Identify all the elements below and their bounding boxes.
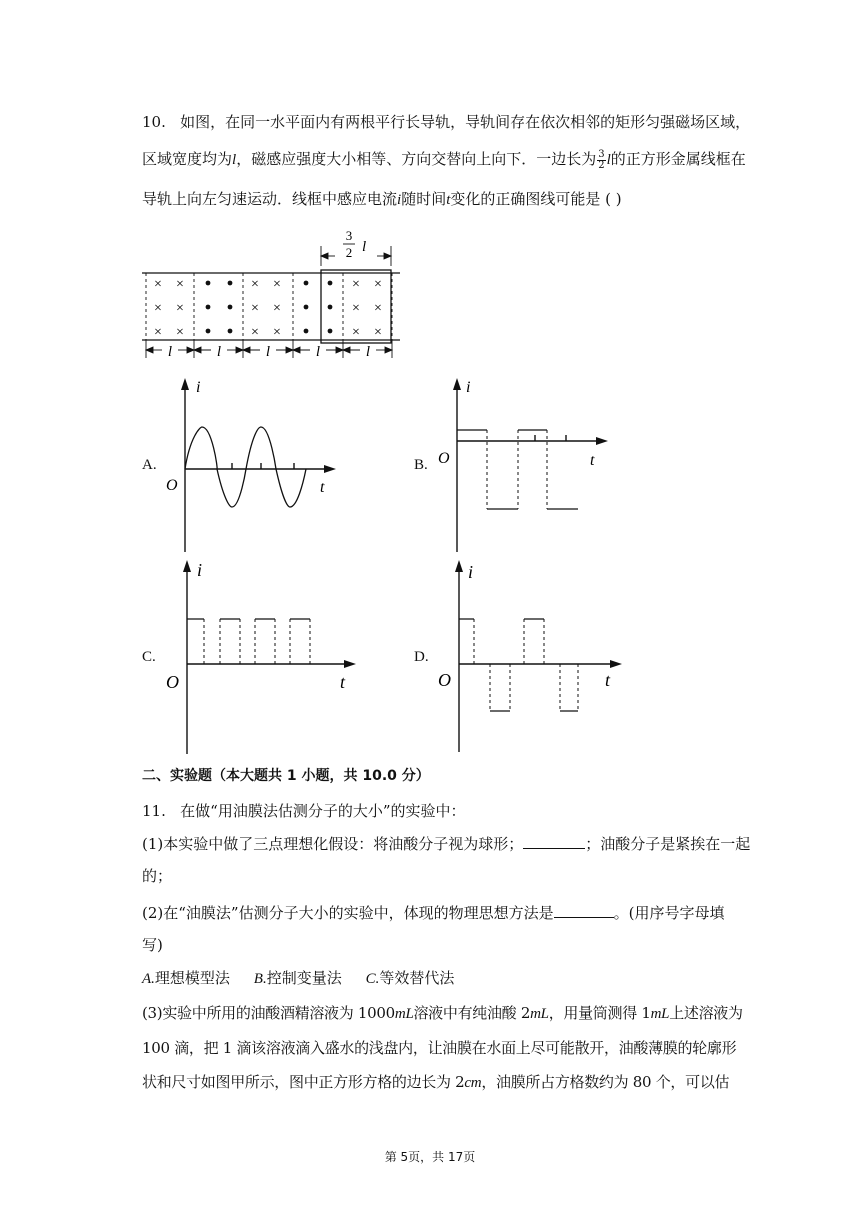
origin-label: O <box>166 672 179 692</box>
origin-label: O <box>438 670 451 690</box>
q11-p3-b: 溶液中有纯油酸 <box>413 1004 521 1022</box>
svg-text:×: × <box>176 277 184 292</box>
q10-text-3a: 导轨上向左匀速运动．线框中感应电流 <box>142 190 398 208</box>
option-c-graph <box>160 554 370 754</box>
sine-wave <box>185 427 306 507</box>
choice-b: 控制变量法 <box>266 969 342 987</box>
q11-p3-c: ，用量筒测得 1 <box>548 1004 651 1022</box>
q10-line-3 <box>142 189 742 210</box>
q11-part3-line3 <box>142 1072 742 1093</box>
axis-t-label: t <box>590 452 595 469</box>
axis-i-label: i <box>466 379 471 396</box>
origin-label: O <box>166 477 178 494</box>
var-t: t <box>446 192 451 208</box>
svg-text:×: × <box>251 277 259 292</box>
answer-blank-2[interactable] <box>554 902 614 918</box>
magnetic-field-figure <box>138 226 408 366</box>
q11-p1-text-a: (1)本实验中做了三点理想化假设：将油酸分子视为球形； <box>142 835 524 853</box>
choice-a: 理想模型法 <box>154 969 230 987</box>
width-label-5: l <box>365 344 371 360</box>
choice-c-letter: C. <box>365 971 380 987</box>
q11-p3-a: (3)实验中所用的油酸酒精溶液为 <box>142 1004 358 1022</box>
svg-text:×: × <box>374 325 382 340</box>
fraction-three-halves <box>597 150 605 171</box>
svg-text:×: × <box>154 277 162 292</box>
dim-den: 2 <box>345 245 353 260</box>
q11-p3-d: 上述溶液为 <box>669 1004 743 1022</box>
option-d-label: D. <box>414 649 429 665</box>
option-a-label: A. <box>142 457 157 473</box>
axis-t-label: t <box>605 670 611 690</box>
svg-text:×: × <box>273 325 281 340</box>
svg-text:×: × <box>374 277 382 292</box>
q11-p3-v3: 2 <box>455 1073 465 1091</box>
svg-text:×: × <box>176 325 184 340</box>
q11-part1-line2: 的； <box>142 867 173 885</box>
axis-i-label: i <box>468 562 474 582</box>
q10-number: 10. <box>142 113 166 131</box>
width-label-3: l <box>265 344 271 360</box>
page-footer: 第 5页，共 17页 <box>384 1150 476 1164</box>
choice-a-letter: A. <box>142 971 155 987</box>
q11-p3-l3-b: ，油膜所占方格数约为 80 个，可以估 <box>481 1073 730 1091</box>
frac-num: 3 <box>598 148 605 160</box>
option-b-graph <box>432 374 622 554</box>
q10-text-2c: 的正方形金属线框在 <box>610 150 746 168</box>
q11-part3-line1 <box>142 1003 742 1024</box>
svg-text:×: × <box>251 301 259 316</box>
option-d-graph <box>432 554 632 754</box>
option-b-label: B. <box>414 457 428 473</box>
origin-label: O <box>438 450 450 467</box>
svg-text:×: × <box>352 325 360 340</box>
width-label-2: l <box>216 344 222 360</box>
field-symbols <box>154 277 382 340</box>
section-2-title: 二、实验题（本大题共 1 小题，共 10.0 分） <box>142 768 430 784</box>
dim-var: l <box>362 239 367 255</box>
svg-text:×: × <box>251 325 259 340</box>
q11-p3-u1: mL <box>394 1006 414 1022</box>
var-l: l <box>232 152 237 168</box>
q11-number: 11. <box>142 802 166 820</box>
axis-t-label: t <box>340 672 346 692</box>
axis-t-label: t <box>320 479 325 496</box>
q10-text-2b: ，磁感应强度大小相等、方向交替向上向下．一边长为 <box>236 150 597 168</box>
svg-text:×: × <box>273 301 281 316</box>
field-dots <box>206 281 333 334</box>
q11-p3-l3-a: 状和尺寸如图甲所示，图中正方形方格的边长为 <box>142 1073 456 1091</box>
width-label-1: l <box>167 344 173 360</box>
option-a-graph <box>160 374 350 554</box>
option-c-label: C. <box>142 649 156 665</box>
var-l-2: l <box>606 152 611 168</box>
q11-p3-u3: mL <box>650 1006 670 1022</box>
axis-i-label: i <box>196 379 201 396</box>
svg-text:×: × <box>154 301 162 316</box>
q11-stem <box>142 801 742 821</box>
svg-text:×: × <box>352 301 360 316</box>
svg-text:×: × <box>273 277 281 292</box>
frac-den: 2 <box>598 159 605 171</box>
q11-part1-line1 <box>142 833 751 854</box>
dim-num: 3 <box>345 228 353 243</box>
q10-text-3b: 随时间 <box>401 190 447 208</box>
svg-text:×: × <box>176 301 184 316</box>
q10-line-1 <box>142 112 751 132</box>
choice-c: 等效替代法 <box>379 969 455 987</box>
q11-part2-line2: 写) <box>142 936 163 954</box>
q10-line-2 <box>142 148 746 171</box>
q11-p3-u2: mL <box>530 1006 549 1022</box>
answer-blank-1[interactable] <box>523 833 585 849</box>
svg-text:×: × <box>154 325 162 340</box>
q10-text-2a: 区域宽度均为 <box>142 150 233 168</box>
q10-text-3c: 变化的正确图线可能是 ( ) <box>450 190 622 208</box>
svg-text:×: × <box>374 301 382 316</box>
width-label-4: l <box>315 344 321 360</box>
q11-choices <box>142 968 742 989</box>
q11-stem-text: 在做“用油膜法估测分子的大小”的实验中： <box>180 802 466 820</box>
q11-p2-text-a: (2)在“油膜法”估测分子大小的实验中，体现的物理思想方法是 <box>142 904 554 922</box>
dimension-three-halves-l <box>321 253 391 259</box>
q11-part3-line2: 100 滴，把 1 滴该溶液滴入盛水的浅盘内，让油膜在水面上尽可能散开，油酸薄膜的轮廓形 <box>142 1039 737 1057</box>
q11-p3-u4: cm <box>464 1075 482 1091</box>
q11-p2-text-b: 。(用序号字母填 <box>613 904 725 922</box>
q11-p3-v2: 2 <box>520 1004 531 1022</box>
var-i: i <box>397 192 402 208</box>
q11-part2-line1 <box>142 902 742 923</box>
choice-b-letter: B. <box>253 971 267 987</box>
axis-i-label: i <box>197 560 203 580</box>
q11-p3-v1: 1000 <box>357 1004 395 1022</box>
q10-text-1: 如图，在同一水平面内有两根平行长导轨，导轨间存在依次相邻的矩形匀强磁场区域， <box>180 113 751 131</box>
q11-p1-text-b: ；油酸分子是紧挨在一起 <box>585 835 751 853</box>
svg-text:×: × <box>352 277 360 292</box>
